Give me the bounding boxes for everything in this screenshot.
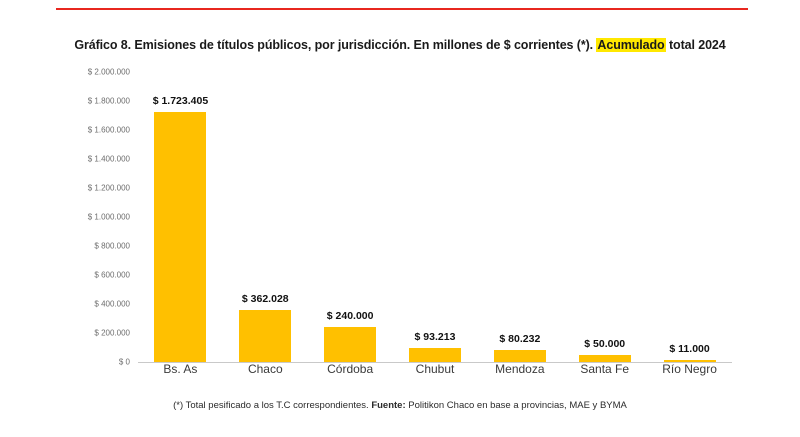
bar-value-label: $ 50.000 — [584, 337, 626, 350]
bar-value-label: $ 240.000 — [326, 310, 374, 323]
footnote — [0, 400, 800, 411]
y-axis-tick-label: $ 200.000 — [94, 328, 130, 338]
chart-bar[interactable] — [494, 350, 546, 362]
bar-slot — [562, 72, 647, 362]
bar-slot — [308, 72, 393, 362]
page-title — [0, 38, 800, 52]
y-axis-tick-label: $ 400.000 — [94, 299, 130, 309]
title-prefix: Gráfico 8. Emisiones de títulos públicos, por jurisdicción. En millones de $ corrientes (*). — [74, 38, 597, 52]
x-axis-tick-label: Río Negro — [662, 362, 717, 376]
y-axis-tick-label: $ 800.000 — [94, 241, 130, 251]
footnote-source-label: Fuente: — [371, 400, 406, 411]
y-axis-tick-label: $ 1.800.000 — [87, 96, 130, 106]
footnote-source-text: Politikon Chaco en base a provincias, MAE y BYMA — [405, 400, 627, 411]
x-axis-tick-label: Santa Fe — [580, 362, 630, 376]
x-axis-tick-label: Chubut — [415, 362, 455, 376]
y-axis-tick-label: $ 1.400.000 — [87, 154, 130, 164]
footnote-note: (*) Total pesificado a los T.C correspondientes. — [173, 400, 372, 411]
y-axis-tick-label: $ 2.000.000 — [87, 67, 130, 77]
header-rule — [56, 8, 748, 10]
bar-value-label: $ 93.213 — [414, 331, 456, 344]
chart-bar[interactable] — [324, 327, 376, 362]
x-axis-tick-label: Chaco — [247, 362, 283, 376]
x-axis — [138, 362, 732, 386]
y-axis-tick-label: $ 1.200.000 — [87, 183, 130, 193]
bars-region — [138, 72, 732, 363]
bar-slot — [223, 72, 308, 362]
chart-bar[interactable] — [409, 348, 461, 362]
bar-value-label: $ 1.723.405 — [152, 95, 209, 108]
y-axis-tick-label: $ 600.000 — [94, 270, 130, 280]
title-highlight: Acumulado — [597, 38, 665, 52]
bar-value-label: $ 80.232 — [499, 333, 541, 346]
y-axis-tick-label: $ 1.600.000 — [87, 125, 130, 135]
chart-bar[interactable] — [239, 310, 291, 362]
y-axis-tick-label: $ 0 — [118, 357, 130, 367]
x-axis-tick-label: Mendoza — [495, 362, 545, 376]
x-axis-tick-label: Bs. As — [163, 362, 198, 376]
y-axis-tick-label: $ 1.000.000 — [87, 212, 130, 222]
bar-slot — [477, 72, 562, 362]
x-axis-tick-label: Córdoba — [327, 362, 374, 376]
bar-slot — [647, 72, 732, 362]
bar-value-label: $ 362.028 — [241, 292, 289, 305]
y-axis — [72, 67, 134, 367]
title-suffix: total 2024 — [665, 38, 726, 52]
bar-slot — [138, 72, 223, 362]
bar-slot — [393, 72, 478, 362]
bar-value-label: $ 11.000 — [669, 343, 710, 355]
chart-bar[interactable] — [579, 355, 631, 362]
chart-bar[interactable] — [154, 112, 206, 362]
chart-plot-area — [72, 67, 732, 367]
